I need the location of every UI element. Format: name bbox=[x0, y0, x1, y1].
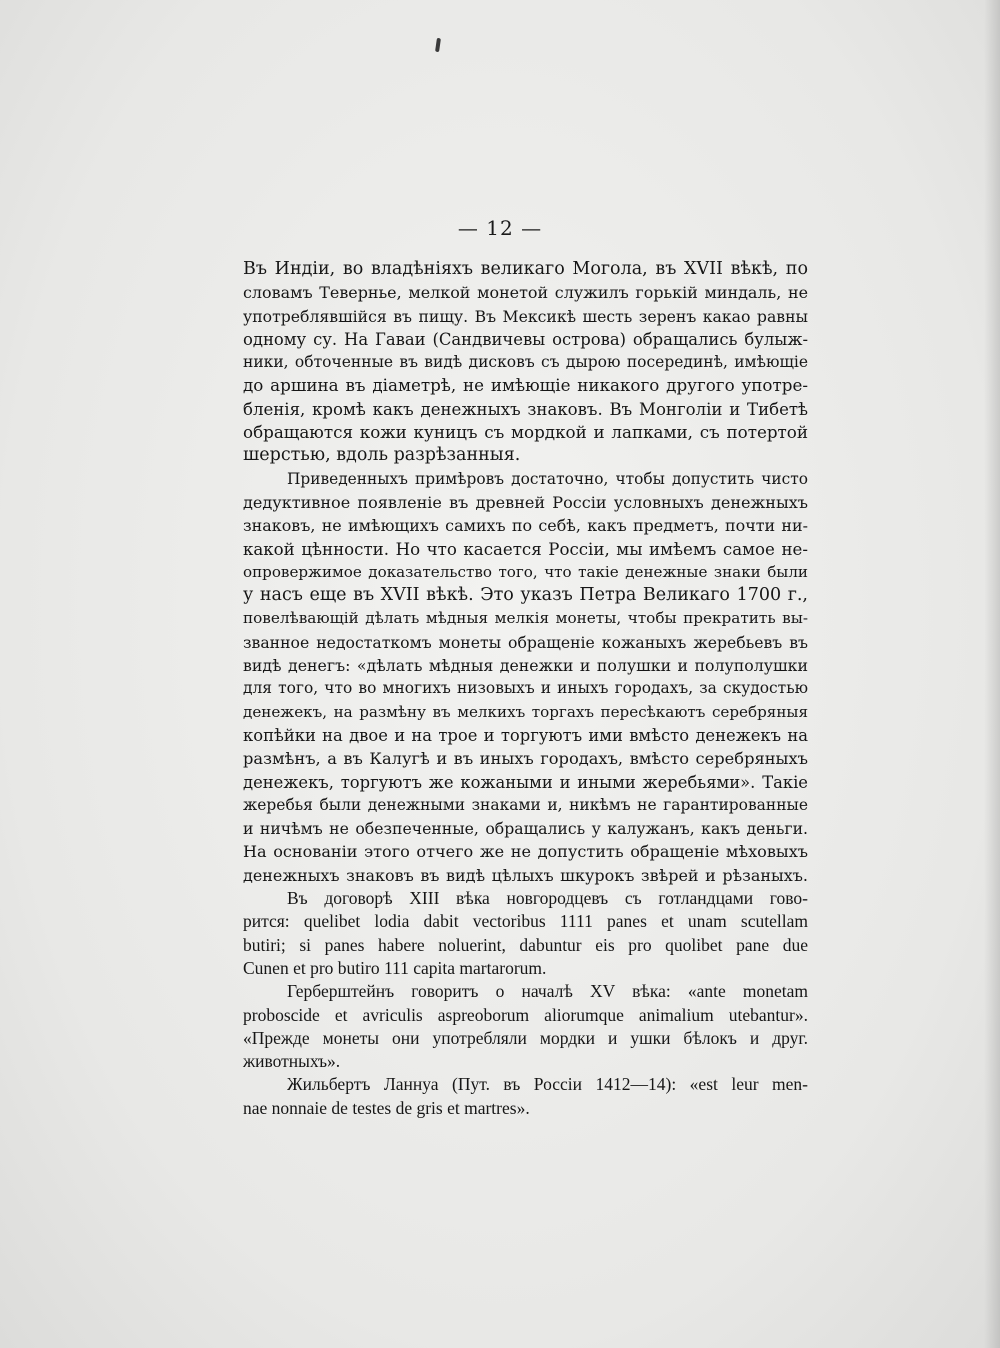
text-line: до аршина въ діаметрѣ, не имѣющіе никакого другого употре- bbox=[243, 375, 808, 396]
text-line: рится: quelibet lodia dabit vectoribus 1111 panes et unam scutellam bbox=[243, 911, 808, 932]
text-line: у насъ еще въ XVII вѣкѣ. Это указъ Петра Великаго 1700 г., bbox=[243, 585, 808, 606]
paragraph-peter-decree bbox=[243, 468, 808, 887]
text-line: опровержимое доказательство того, что такіе денежные знаки были bbox=[243, 562, 808, 581]
text-line: proboscide et avriculis aspreoborum aliorumque animalium utebantur». bbox=[243, 1004, 808, 1025]
text-line: Жильбертъ Ланнуа (Пут. въ Россіи 1412—14): «est leur men- bbox=[287, 1074, 808, 1095]
text-line: словамъ Тевернье, мелкой монетой служилъ горькій миндаль, не bbox=[243, 283, 808, 303]
body-text bbox=[243, 258, 808, 1120]
text-line: какой цѣнности. Но что касается Россіи, мы имѣемъ самое не- bbox=[243, 539, 808, 559]
text-line: На основаніи этого отчего же не допустить обращеніе мѣховыхъ bbox=[243, 842, 808, 862]
paragraph-lannoy bbox=[243, 1073, 808, 1120]
text-line: знаковъ, не имѣющихъ самихъ по себѣ, какъ предметъ, почти ни- bbox=[243, 516, 808, 536]
text-line: дедуктивное появленіе въ древней Россіи условныхъ денежныхъ bbox=[243, 492, 808, 512]
text-line: и ничѣмъ не обезпеченные, обращались у калужанъ, какъ деньги. bbox=[243, 819, 808, 839]
text-line: копѣйки на двое и на трое и торгуютъ ими вмѣсто денежекъ на bbox=[243, 725, 808, 745]
text-line: видѣ денегъ: «дѣлать мѣдныя денежки и полушки и полуполушки bbox=[243, 656, 808, 676]
text-line: одному су. На Гаваи (Сандвичевы острова) обращались булыж- bbox=[243, 329, 808, 349]
text-line: nae nonnaie de testes de gris et martres». bbox=[243, 1097, 530, 1118]
text-line: ники, обточенные въ видѣ дисковъ съ дырою посерединѣ, имѣющіе bbox=[243, 353, 808, 372]
text-line: размѣнъ, а въ Калугѣ и въ иныхъ городахъ, вмѣсто серебряныхъ bbox=[243, 749, 808, 769]
text-line: животныхъ». bbox=[243, 1051, 341, 1072]
text-line: жеребья были денежными знаками и, никѣмъ не гарантированные bbox=[243, 795, 808, 814]
text-line: денежекъ, торгуютъ же кожаными и иными жеребьями». Такіе bbox=[243, 772, 808, 792]
text-line: Въ договорѣ XIII вѣка новгородцевъ съ готландцами гово- bbox=[287, 888, 808, 909]
ink-speck bbox=[435, 38, 441, 52]
text-line: обращаются кожи куницъ съ мордкой и лапками, съ потертой bbox=[243, 422, 808, 443]
page-number: — 12 — bbox=[457, 216, 543, 240]
text-line: Въ Индіи, во владѣніяхъ великаго Могола, въ XVII вѣкѣ, по bbox=[243, 259, 808, 279]
text-line: денежныхъ знаковъ въ видѣ цѣлыхъ шкурокъ звѣрей и рѣзаныхъ. bbox=[243, 865, 808, 885]
text-line: Приведенныхъ примѣровъ достаточно, чтобы допустить чисто bbox=[287, 469, 808, 488]
text-line: шерстью, вдоль разрѣзанныя. bbox=[243, 445, 521, 466]
text-line: Cunen et pro butiro 111 capita martarorum. bbox=[243, 957, 547, 978]
page-edge-shadow bbox=[984, 0, 1000, 1348]
text-line: для того, что во многихъ низовыхъ и иныхъ городахъ, за скудостью bbox=[243, 679, 808, 698]
text-line: Герберштейнъ говоритъ о началѣ XV вѣка: «ante monetam bbox=[287, 981, 808, 1002]
text-line: butiri; si panes habere noluerint, dabuntur eis pro quolibet pane due bbox=[243, 934, 808, 955]
paragraph-novgorod-treaty bbox=[243, 887, 808, 980]
text-line: «Прежде монеты они употребляли мордки и ушки бѣлокъ и друг. bbox=[243, 1027, 808, 1048]
text-line: повелѣвающій дѣлать мѣдныя мелкія монеты, чтобы прекратить вы- bbox=[243, 609, 808, 628]
text-line: бленія, кромѣ какъ денежныхъ знаковъ. Въ Монголіи и Тибетѣ bbox=[243, 399, 808, 419]
text-line: званное недостаткомъ монеты обращеніе кожаныхъ жеребьевъ въ bbox=[243, 632, 808, 652]
paragraph-herberstein bbox=[243, 980, 808, 1073]
text-line: денежекъ, на размѣну въ мелкихъ торгахъ пересѣкаютъ серебряныя bbox=[243, 702, 808, 721]
text-line: употреблявшійся въ пищу. Въ Мексикѣ шесть зеренъ какао равны bbox=[243, 306, 808, 326]
paragraph-india-mexico bbox=[243, 258, 808, 468]
